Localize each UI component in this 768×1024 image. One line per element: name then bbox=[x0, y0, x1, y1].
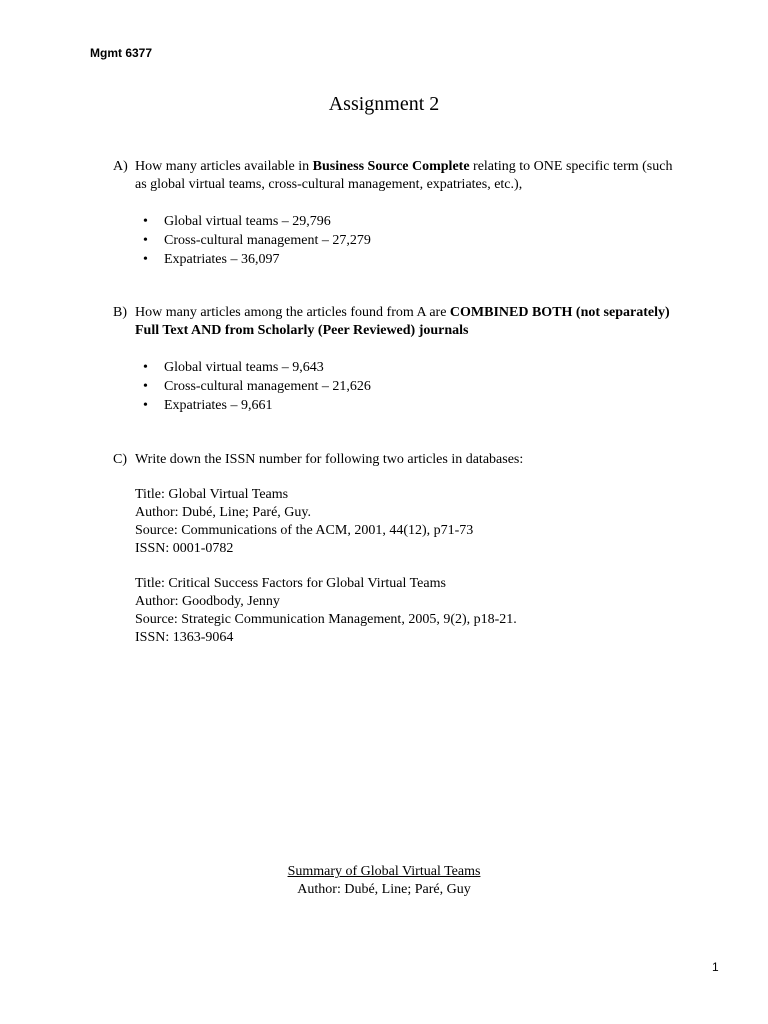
page-number: 1 bbox=[712, 960, 719, 974]
question-c-letter: C) bbox=[113, 452, 127, 467]
article-title: Title: Critical Success Factors for Global Virtual Teams bbox=[135, 576, 446, 591]
article-author: Author: Dubé, Line; Paré, Guy. bbox=[135, 505, 311, 520]
page-title: Assignment 2 bbox=[328, 93, 440, 115]
summary-author: Author: Dubé, Line; Paré, Guy bbox=[297, 882, 471, 897]
list-item: • Cross-cultural management – 27,279 bbox=[143, 231, 371, 250]
article-author: Author: Goodbody, Jenny bbox=[135, 594, 280, 609]
article-issn: ISSN: 1363-9064 bbox=[135, 630, 234, 645]
article-source: Source: Communications of the ACM, 2001, 44(12), p71-73 bbox=[135, 523, 474, 538]
question-a-text-part2: relating to ONE specific term (such as global virtual teams, cross-cultural management, expatriates, etc.), bbox=[135, 159, 673, 192]
question-b-text-bold: COMBINED BOTH (not separately) Full Text AND from Scholarly (Peer Reviewed) journals bbox=[135, 305, 670, 338]
question-a-text-bold: Business Source Complete bbox=[312, 159, 470, 174]
question-a bbox=[113, 158, 673, 194]
list-item: • Expatriates – 9,661 bbox=[143, 396, 371, 415]
summary-heading bbox=[0, 863, 768, 899]
article-source: Source: Strategic Communication Management, 2005, 9(2), p18-21. bbox=[135, 612, 517, 627]
question-b-list bbox=[143, 358, 371, 415]
question-a-text-part1: How many articles available in bbox=[135, 159, 313, 174]
list-item: • Cross-cultural management – 21,626 bbox=[143, 377, 371, 396]
list-item: • Expatriates – 36,097 bbox=[143, 250, 371, 269]
question-a-text bbox=[135, 158, 673, 194]
article-title: Title: Global Virtual Teams bbox=[135, 487, 289, 502]
question-b-text-part1: How many articles among the articles found from A are bbox=[135, 305, 450, 320]
question-b-letter: B) bbox=[113, 305, 127, 320]
article-citation-2 bbox=[135, 575, 655, 647]
course-code: Mgmt 6377 bbox=[90, 46, 153, 60]
article-citation-1 bbox=[135, 486, 655, 558]
question-b bbox=[113, 304, 673, 340]
question-b-text bbox=[135, 304, 673, 340]
question-c-text: Write down the ISSN number for following two articles in databases: bbox=[135, 452, 524, 467]
summary-title: Summary of Global Virtual Teams bbox=[287, 864, 481, 879]
list-item: • Global virtual teams – 9,643 bbox=[143, 358, 371, 377]
question-a-letter: A) bbox=[113, 159, 128, 174]
question-c bbox=[113, 451, 673, 469]
article-issn: ISSN: 0001-0782 bbox=[135, 541, 234, 556]
question-a-list bbox=[143, 212, 371, 269]
list-item: • Global virtual teams – 29,796 bbox=[143, 212, 371, 231]
